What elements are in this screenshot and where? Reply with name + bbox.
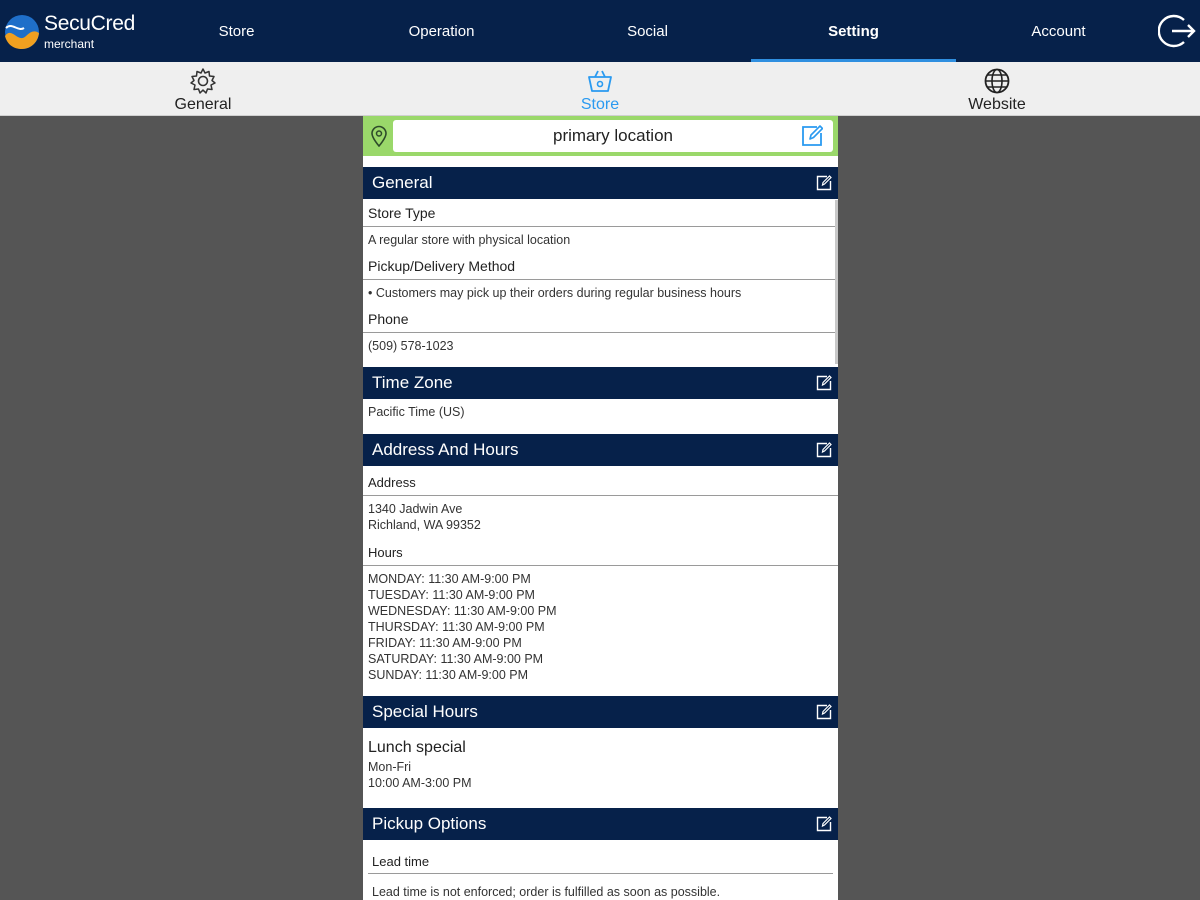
pickup-method-label: Pickup/Delivery Method (368, 258, 516, 274)
gear-icon (189, 67, 217, 95)
location-name: primary location (553, 126, 673, 145)
globe-icon (983, 67, 1011, 95)
nav-tab-store[interactable]: Store (218, 23, 255, 40)
hours-monday: MONDAY: 11:30 AM-9:00 PM (368, 572, 531, 586)
edit-address-hours-icon[interactable] (816, 442, 832, 458)
lead-time-value: Lead time is not enforced; order is fulfilled as soon as possible. (372, 885, 721, 899)
location-selector[interactable] (393, 120, 833, 152)
hours-friday: FRIDAY: 11:30 AM-9:00 PM (368, 636, 522, 650)
nav-tab-setting[interactable]: Setting (751, 0, 956, 62)
hours-saturday: SATURDAY: 11:30 AM-9:00 PM (368, 652, 544, 666)
subtab-general-label: General (174, 96, 232, 113)
lead-time-label: Lead time (372, 854, 430, 869)
hours-label: Hours (368, 545, 403, 560)
section-title-special-hours: Special Hours (372, 702, 478, 721)
nav-tab-social[interactable]: Social (627, 23, 668, 40)
store-type-value: A regular store with physical location (368, 233, 571, 247)
special-hours-name: Lunch special (368, 739, 466, 756)
subtab-website[interactable] (897, 62, 1097, 116)
divider (363, 565, 838, 566)
section-header-pickup-options (363, 808, 838, 840)
phone-value: (509) 578-1023 (368, 339, 454, 353)
nav-tab-operation[interactable]: Operation (408, 23, 475, 40)
hours-tuesday: TUESDAY: 11:30 AM-9:00 PM (368, 588, 535, 602)
hours-wednesday: WEDNESDAY: 11:30 AM-9:00 PM (368, 604, 557, 618)
address-line-1: 1340 Jadwin Ave (368, 502, 463, 516)
divider (363, 495, 838, 496)
top-navigation (0, 0, 1200, 62)
hours-sunday: SUNDAY: 11:30 AM-9:00 PM (368, 668, 529, 682)
location-pin-icon (369, 125, 389, 147)
secucred-logo (4, 14, 40, 50)
subtab-store-label: Store (580, 96, 620, 113)
subtab-store[interactable] (500, 62, 700, 116)
address-line-2: Richland, WA 99352 (368, 518, 481, 532)
section-header-address-hours (363, 434, 838, 466)
section-title-pickup-options: Pickup Options (372, 814, 487, 833)
address-label: Address (368, 475, 416, 490)
section-title-general: General (372, 173, 433, 192)
location-bar (363, 116, 838, 156)
divider (368, 873, 833, 874)
sub-navigation (0, 62, 1200, 116)
divider (363, 226, 838, 227)
store-type-label: Store Type (368, 205, 436, 221)
section-title-address-hours: Address And Hours (372, 440, 519, 459)
scrollbar[interactable] (835, 200, 838, 364)
edit-special-hours-icon[interactable] (816, 704, 832, 720)
section-title-time-zone: Time Zone (372, 373, 453, 392)
special-hours-time: 10:00 AM-3:00 PM (368, 776, 472, 790)
edit-general-icon[interactable] (816, 175, 832, 191)
brand-subtitle: merchant (44, 37, 95, 51)
brand-name: SecuCred (44, 12, 135, 35)
basket-icon (586, 67, 614, 95)
time-zone-value: Pacific Time (US) (368, 405, 465, 419)
special-hours-days: Mon-Fri (368, 760, 412, 774)
phone-label: Phone (368, 311, 409, 327)
section-header-general (363, 167, 838, 199)
pickup-method-value: • Customers may pick up their orders during regular business hours (368, 286, 742, 300)
divider (363, 279, 838, 280)
edit-location-icon[interactable] (801, 125, 823, 147)
logout-icon[interactable] (1158, 12, 1196, 50)
subtab-general[interactable] (103, 62, 303, 116)
nav-tab-account[interactable]: Account (1031, 23, 1086, 40)
store-settings-panel (363, 116, 838, 900)
section-header-special-hours (363, 696, 838, 728)
brand[interactable] (4, 12, 154, 52)
edit-time-zone-icon[interactable] (816, 375, 832, 391)
subtab-website-label: Website (968, 96, 1026, 113)
divider (363, 332, 838, 333)
hours-thursday: THURSDAY: 11:30 AM-9:00 PM (368, 620, 545, 634)
edit-pickup-options-icon[interactable] (816, 816, 832, 832)
section-header-time-zone (363, 367, 838, 399)
